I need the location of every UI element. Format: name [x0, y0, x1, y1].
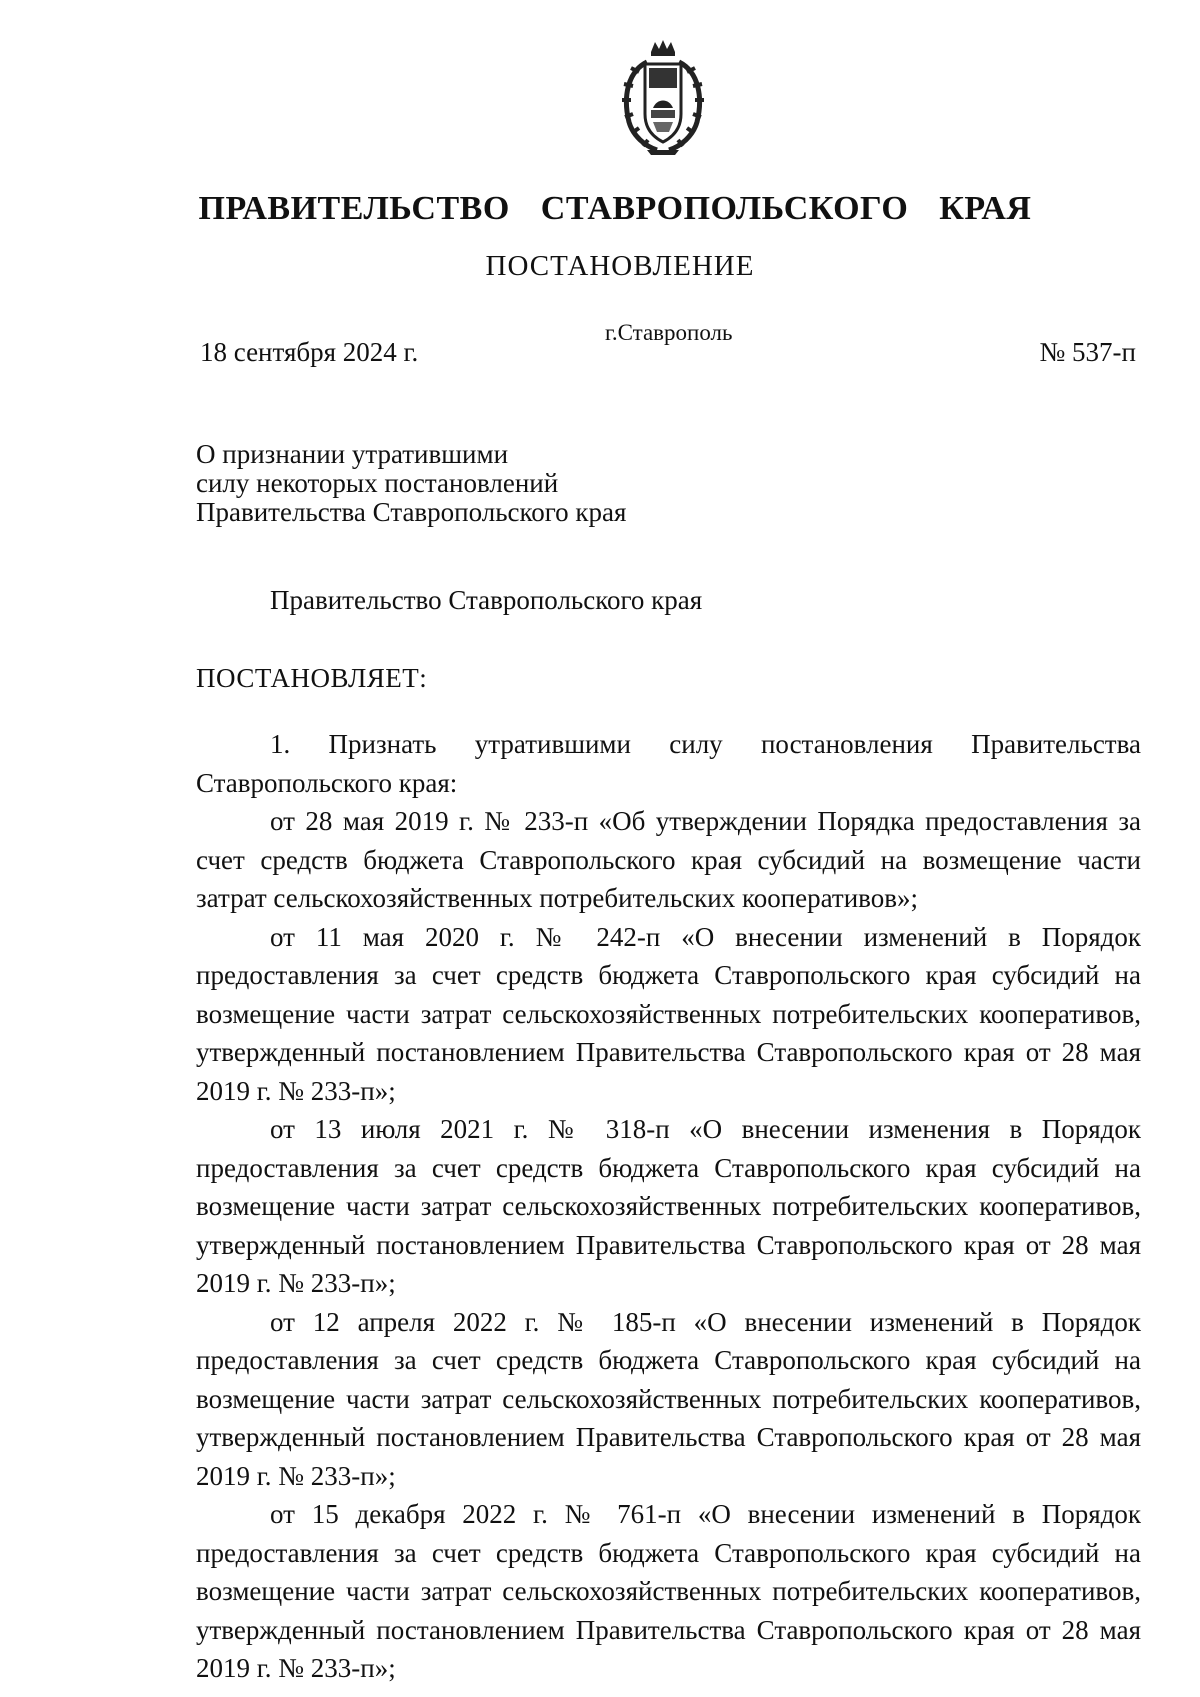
body-paragraph: от 15 декабря 2022 г. № 761-п «О внесении изменений в Порядок предоставления за счет средств бюджета Ставропольского края субсидий на возмещение части затрат сельскохозяйственных потребительских кооперативов, утвержденный постановлением Правительства Ставропольского края от 28 мая 2019 г. № 233-п»; [196, 1499, 1141, 1683]
body-paragraph: от 28 мая 2019 г. № 233-п «Об утверждении Порядка предоставления за счет средств бюджета Ставропольского края субсидий на возмещение части затрат сельскохозяйственных потребительских кооперативов»; [196, 806, 1141, 913]
subject-line: Правительства Ставропольского края [196, 497, 627, 527]
document-subject [196, 440, 626, 527]
document-body [196, 725, 1141, 1688]
resolves-heading: ПОСТАНОВЛЯЕТ: [196, 663, 428, 693]
subject-line: силу некоторых постановлений [196, 468, 559, 498]
government-title: ПРАВИТЕЛЬСТВО СТАВРОПОЛЬСКОГО КРАЯ [198, 190, 1032, 227]
document-number: № 537-п [1039, 337, 1136, 367]
body-paragraph: от 13 июля 2021 г. № 318-п «О внесении изменения в Порядок предоставления за счет средств бюджета Ставропольского края субсидий на возмещение части затрат сельскохозяйственных потребительских кооперативов, утвержденный постановлением Правительства Ставропольского края от 28 мая 2019 г. № 233-п»; [196, 1114, 1141, 1298]
preamble: Правительство Ставропольского края [270, 585, 703, 615]
body-paragraph: от 12 апреля 2022 г. № 185-п «О внесении изменений в Порядок предоставления за счет средств бюджета Ставропольского края субсидий на возмещение части затрат сельскохозяйственных потребительских кооперативов, утвержденный постановлением Правительства Ставропольского края от 28 мая 2019 г. № 233-п»; [196, 1306, 1141, 1491]
body-paragraph: от 11 мая 2020 г. № 242-п «О внесении изменений в Порядок предоставления за счет средств бюджета Ставропольского края субсидий на возмещение части затрат сельскохозяйственных потребительских кооперативов, утвержденный постановлением Правительства Ставропольского края от 28 мая 2019 г. № 233-п»; [196, 921, 1141, 1106]
coat-of-arms-icon [617, 38, 709, 156]
document-date: 18 сентября 2024 г. [200, 337, 419, 367]
document-city: г.Ставрополь [605, 320, 733, 345]
body-paragraph: 1. Признать утратившими силу постановления Правительства Ставропольского края: [196, 729, 1141, 798]
document-type: ПОСТАНОВЛЕНИЕ [485, 250, 755, 282]
subject-line: О признании утратившими [196, 439, 509, 469]
